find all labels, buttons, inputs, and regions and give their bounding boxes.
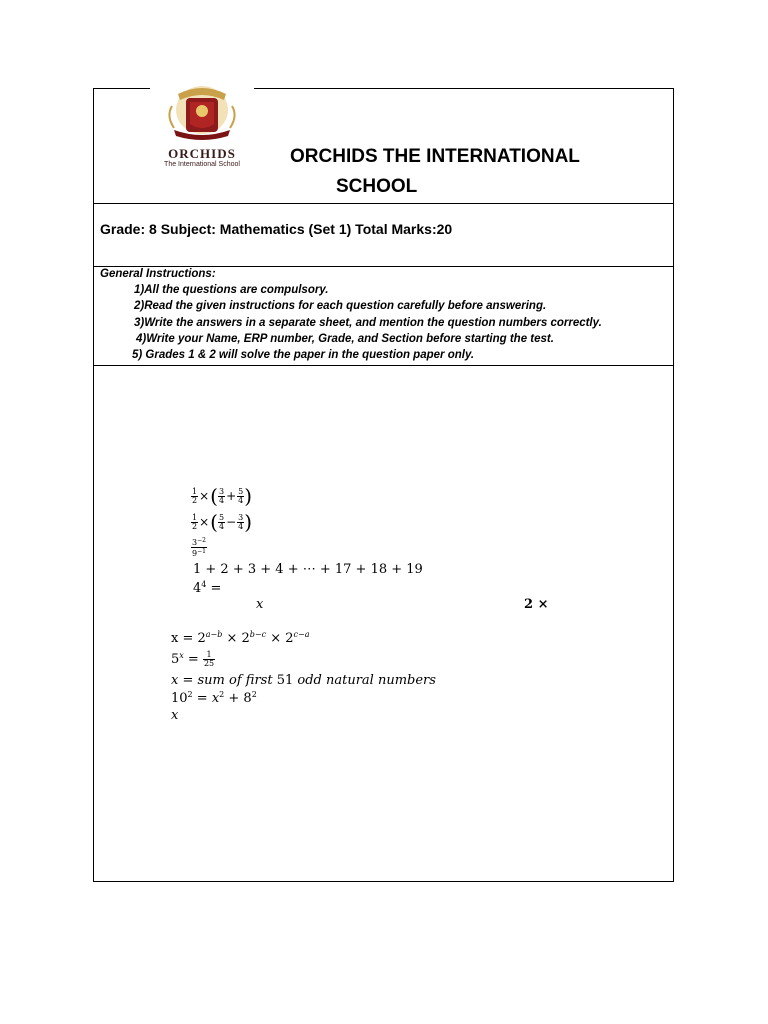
school-title-line1: ORCHIDS THE INTERNATIONAL bbox=[290, 146, 580, 167]
question-expression: x = sum of first 51 odd natural numbers bbox=[171, 673, 436, 688]
instruction-item: 1)All the questions are compulsory. bbox=[134, 284, 329, 296]
logo-wordmark: ORCHIDS bbox=[168, 146, 236, 161]
school-title-line2: SCHOOL bbox=[336, 176, 418, 197]
question-expression: 2 × bbox=[524, 597, 549, 612]
header-divider bbox=[94, 203, 673, 204]
question-expression: 1 + 2 + 3 + 4 + ⋯ + 17 + 18 + 19 bbox=[193, 562, 423, 577]
question-paper-frame bbox=[93, 88, 674, 882]
instruction-item: 5) Grades 1 & 2 will solve the paper in the question paper only. bbox=[132, 349, 475, 361]
question-expression: $10^2 = x^2 + 8^2$ bbox=[171, 690, 257, 706]
question-variable: x bbox=[171, 708, 179, 723]
instructions-divider bbox=[94, 365, 673, 366]
instruction-item: 4)Write your Name, ERP number, Grade, and Section before starting the test. bbox=[136, 333, 554, 345]
instructions-heading: General Instructions: bbox=[100, 268, 216, 280]
question-expression: $x = 2^{a-b} \times 2^{b-c} \times 2^{c-a}$ bbox=[171, 630, 310, 646]
instruction-item: 3)Write the answers in a separate sheet, and mention the question numbers correctly. bbox=[134, 317, 602, 329]
logo-subtitle: The International School bbox=[164, 161, 240, 168]
question-expression: $\frac{1}{2}$ ×( $\frac{5}{4}$ − $\frac{3}{4}$ ) bbox=[192, 510, 253, 534]
question-expression: $\frac{3^{-2}}{9^{-1}}$ bbox=[192, 537, 206, 558]
grade-subject-marks: Grade: 8 Subject: Mathematics (Set 1) Total Marks:20 bbox=[100, 221, 453, 237]
question-variable: x bbox=[256, 597, 264, 612]
school-logo bbox=[150, 80, 254, 176]
crest-icon bbox=[150, 80, 254, 146]
instruction-item: 2)Read the given instructions for each question carefully before answering. bbox=[134, 300, 547, 312]
question-expression: $\frac{1}{2}$ ×( $\frac{3}{4}$ + $\frac{5}{4}$ ) bbox=[192, 484, 253, 508]
question-expression: $4^4$ = bbox=[193, 580, 222, 596]
question-expression: $5^x$ = $\frac{1}{25}$ bbox=[171, 650, 215, 668]
